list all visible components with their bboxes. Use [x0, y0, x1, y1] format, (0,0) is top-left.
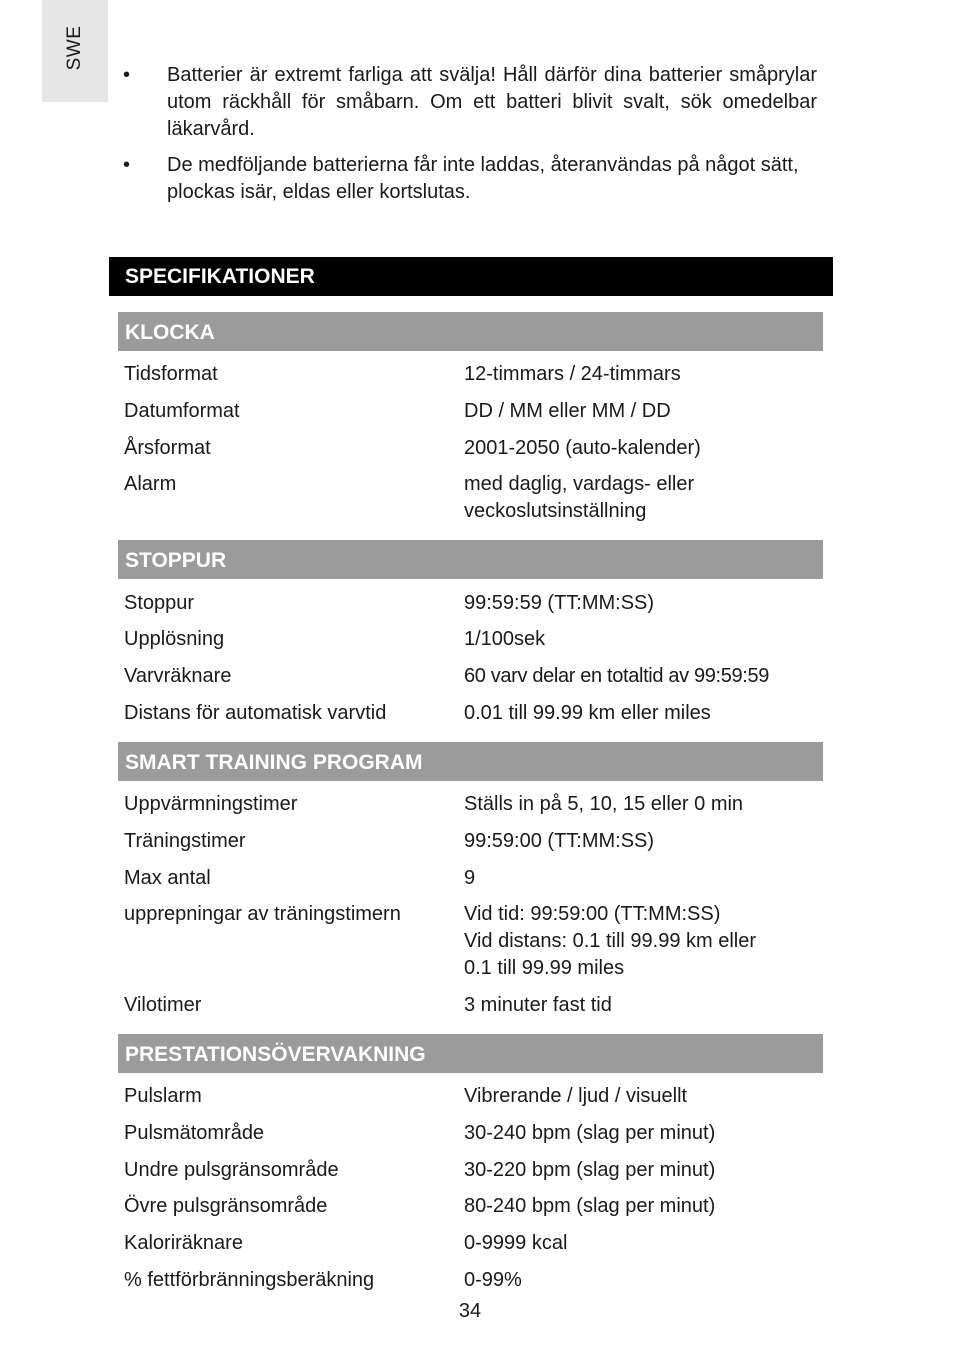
- bullet-text: De medföljande batterierna får inte laddas, återanvändas på något sätt, plockas isär, eldas eller kortslutas.: [167, 154, 799, 203]
- language-tab-label: SWE: [64, 25, 85, 71]
- section-heading-klocka: KLOCKA: [118, 312, 823, 351]
- spec-label: Alarm: [124, 473, 177, 495]
- spec-value: Vibrerande / ljud / visuellt: [464, 1085, 688, 1107]
- spec-label: Max antal: [124, 867, 211, 889]
- spec-label: Uppvärmningstimer: [124, 793, 298, 815]
- spec-value: 12-timmars / 24-timmars: [464, 363, 681, 385]
- spec-label: % fettförbränningsberäkning: [124, 1269, 375, 1291]
- spec-value: 60 varv delar en totaltid av 99:59:59: [464, 665, 770, 687]
- bullet-text: Batterier är extremt farliga att svälja! Håll därför dina batterier småprylar utom räckhåll för småbarn. Om ett batteri blivit svalt, sök omedelbar läkarvård.: [167, 64, 817, 140]
- section-heading-smart-training: SMART TRAINING PROGRAM: [118, 742, 823, 781]
- spec-label: Undre pulsgränsområde: [124, 1159, 339, 1181]
- spec-value: 99:59:00 (TT:MM:SS): [464, 830, 655, 852]
- page-number: 34: [458, 1300, 482, 1322]
- spec-value: 0-9999 kcal: [464, 1232, 568, 1254]
- spec-label: Vilotimer: [124, 994, 202, 1016]
- spec-label: Kaloriräknare: [124, 1232, 243, 1254]
- bullet-symbol: •: [123, 64, 131, 86]
- spec-value: 80-240 bpm (slag per minut): [464, 1195, 716, 1217]
- section-heading-performance: PRESTATIONSÖVERVAKNING: [118, 1034, 823, 1073]
- spec-label: Pulslarm: [124, 1085, 202, 1107]
- bullet-symbol: •: [123, 154, 131, 176]
- spec-value: Vid tid: 99:59:00 (TT:MM:SS) Vid distans: 0.1 till 99.99 km eller 0.1 till 99.99 miles: [464, 903, 757, 979]
- bullet-item: [123, 152, 817, 206]
- spec-label: Tidsformat: [124, 363, 218, 385]
- spec-value: Ställs in på 5, 10, 15 eller 0 min: [464, 793, 744, 815]
- spec-label: Årsformat: [124, 437, 211, 459]
- bullet-item: [123, 62, 817, 143]
- specifications-title: SPECIFIKATIONER: [109, 257, 833, 296]
- spec-value: 2001-2050 (auto-kalender): [464, 437, 701, 459]
- spec-label: Distans för automatisk varvtid: [124, 702, 387, 724]
- spec-label: Stoppur: [124, 592, 195, 614]
- spec-label: upprepningar av träningstimern: [124, 903, 401, 925]
- spec-label: Pulsmätområde: [124, 1122, 265, 1144]
- spec-value: DD / MM eller MM / DD: [464, 400, 671, 422]
- spec-value: 30-220 bpm (slag per minut): [464, 1159, 716, 1181]
- language-tab: [42, 0, 108, 102]
- spec-label: Upplösning: [124, 628, 225, 650]
- section-heading-stoppur: STOPPUR: [118, 540, 823, 579]
- spec-value: 9: [464, 867, 476, 889]
- spec-value: 0-99%: [464, 1269, 522, 1291]
- spec-label: Övre pulsgränsområde: [124, 1195, 328, 1217]
- spec-value: 1/100sek: [464, 628, 546, 650]
- spec-value: 99:59:59 (TT:MM:SS): [464, 592, 655, 614]
- spec-value: 0.01 till 99.99 km eller miles: [464, 702, 711, 724]
- battery-warnings: [123, 62, 817, 215]
- spec-label: Varvräknare: [124, 665, 232, 687]
- spec-label: Datumformat: [124, 400, 240, 422]
- spec-value: 3 minuter fast tid: [464, 994, 612, 1016]
- spec-value: 30-240 bpm (slag per minut): [464, 1122, 716, 1144]
- spec-label: Träningstimer: [124, 830, 246, 852]
- spec-value: med daglig, vardags- eller veckoslutsinställning: [464, 473, 695, 522]
